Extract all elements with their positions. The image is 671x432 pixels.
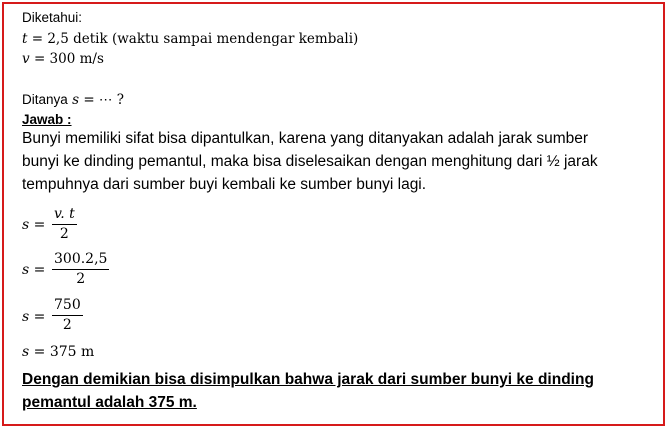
equals-sign: = (33, 217, 46, 233)
fraction-1-numerator: v. t (52, 205, 77, 225)
s-symbol: s (22, 309, 30, 325)
conclusion-line-1: Dengan demikian bisa disimpulkan bahwa jarak dari sumber bunyi ke dinding (22, 371, 594, 388)
fraction-1 (52, 205, 77, 244)
v-symbol: v (22, 51, 30, 67)
fraction-3 (52, 296, 83, 335)
explanation-line-1: Bunyi memiliki sifat bisa dipantulkan, karena yang ditanyakan adalah jarak sumber (22, 130, 589, 147)
s-symbol: s (22, 217, 30, 233)
fraction-2-numerator: 300.2,5 (52, 250, 109, 270)
ditanya-label: Ditanya (22, 92, 68, 107)
ditanya-rest: = ⋯ ? (83, 92, 124, 108)
ditanya-line (22, 92, 124, 108)
s-symbol: s (22, 262, 30, 278)
fraction-3-numerator: 750 (52, 296, 83, 316)
t-symbol: t (22, 31, 28, 47)
jawab-heading: Jawab : (22, 112, 72, 127)
v-value: = 300 m/s (33, 51, 104, 67)
explanation-line-2: bunyi ke dinding pemantul, maka bisa diselesaikan dengan menghitung dari ½ jarak (22, 153, 598, 170)
ditanya-symbol: s (72, 92, 80, 108)
fraction-2 (52, 250, 109, 289)
step2-lhs (22, 262, 45, 278)
equals-sign: = (33, 309, 46, 325)
step3-lhs (22, 309, 45, 325)
given-time (22, 31, 358, 47)
fraction-1-denominator: 2 (59, 226, 69, 242)
given-velocity (22, 51, 104, 67)
equals-sign: = (33, 262, 46, 278)
result-line (22, 344, 94, 360)
conclusion-line-2: pemantul adalah 375 m. (22, 394, 197, 411)
t-value: = 2,5 detik (waktu sampai mendengar kembali) (31, 31, 359, 47)
s-symbol: s (22, 344, 30, 360)
step1-lhs (22, 217, 45, 233)
fraction-2-denominator: 2 (76, 271, 86, 287)
fraction-3-denominator: 2 (62, 317, 72, 333)
explanation-line-3: tempuhnya dari sumber buyi kembali ke sumber bunyi lagi. (22, 176, 427, 193)
diketahui-heading: Diketahui: (22, 10, 83, 25)
result-value: = 375 m (33, 344, 95, 360)
